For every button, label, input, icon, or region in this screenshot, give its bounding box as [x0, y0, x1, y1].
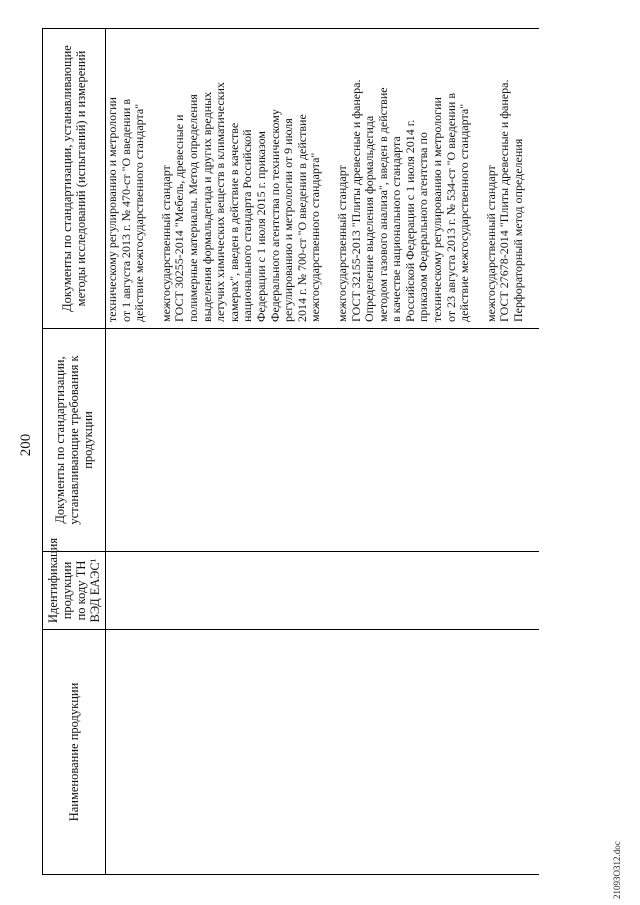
- text-line: межгосударственный стандарт: [158, 165, 173, 322]
- standards-table: [42, 28, 539, 875]
- text-line: от 23 августа 2013 г. № 534-ст "О введении в: [443, 93, 458, 322]
- text-line: Российской Федерации с 1 июля 2014 г.: [402, 119, 417, 322]
- text-line: Федерального агентства по техническому: [267, 109, 282, 322]
- text-line: в качестве национального стандарта: [389, 136, 404, 322]
- cell-requirement-docs: [106, 329, 539, 552]
- text-line: методом газового анализа", введен в действие: [375, 87, 390, 322]
- text-line: ГОСТ 27678-2014 "Плиты древесные и фанера.: [497, 79, 512, 322]
- cell-method-docs: [106, 29, 539, 329]
- method-entry: [160, 35, 323, 322]
- text-line: регулированию и метрологии от 9 июля: [281, 118, 296, 322]
- method-entry: [485, 35, 526, 322]
- text-line: межгосударственного стандарта": [308, 152, 323, 322]
- header-method-docs: Документы по стандартизации, устанавливающие методы исследований (испытаний) и измерений: [43, 29, 106, 329]
- header-product-name: Наименование продукции: [43, 630, 106, 875]
- cell-product-name: [106, 630, 539, 875]
- text-line: межгосударственный стандарт: [334, 165, 349, 322]
- text-line: приказом Федерального агентства по: [416, 132, 431, 322]
- text-line: 2014 г. № 700-ст "О введении в действие: [294, 114, 309, 322]
- text-line: выделения формальдегида и других вредных: [199, 91, 214, 322]
- header-requirement-docs: Документы по стандартизации, устанавливающие требования к продукции: [43, 329, 106, 552]
- document-code: 2109ЗОЗ12.doc: [612, 841, 622, 899]
- text-line: Перфораторный метод определения: [511, 138, 526, 322]
- text-line: техническому регулированию и метрологии: [105, 97, 119, 322]
- text-line: от 1 августа 2013 г. № 470-ст "О введении в: [118, 99, 133, 322]
- text-line: действие межгосударственного стандарта": [132, 103, 147, 322]
- text-line: полимерные материалы. Метод определения: [185, 94, 200, 322]
- text-line: ГОСТ 32155-2013 "Плиты древесные и фанера.: [348, 79, 363, 322]
- text-line: летучих химических веществ в климатических: [213, 82, 228, 322]
- text-line: межгосударственный стандарт: [483, 165, 498, 322]
- text-line: ГОСТ 30255-2014 "Мебель, древесные и: [172, 114, 187, 322]
- method-entry: [106, 35, 147, 322]
- text-line: национального стандарта Российской: [240, 129, 255, 322]
- header-code-id: Идентификация продукции по коду ТН ВЭД ЕАЭС¹: [43, 552, 106, 630]
- table-header-row: [43, 29, 106, 875]
- method-docs-text: [106, 35, 526, 322]
- text-line: Определение выделения формальдегида: [362, 115, 377, 322]
- page-number: 200: [18, 433, 34, 457]
- table-row: [106, 29, 539, 875]
- method-entry: [336, 35, 472, 322]
- text-line: техническому регулированию и метрологии: [430, 97, 445, 322]
- text-line: камерах", введен в действие в качестве: [226, 122, 241, 322]
- text-line: Федерации с 1 июля 2015 г. приказом: [253, 130, 268, 322]
- text-line: действие межгосударственного стандарта": [457, 103, 472, 322]
- cell-code-id: [106, 552, 539, 630]
